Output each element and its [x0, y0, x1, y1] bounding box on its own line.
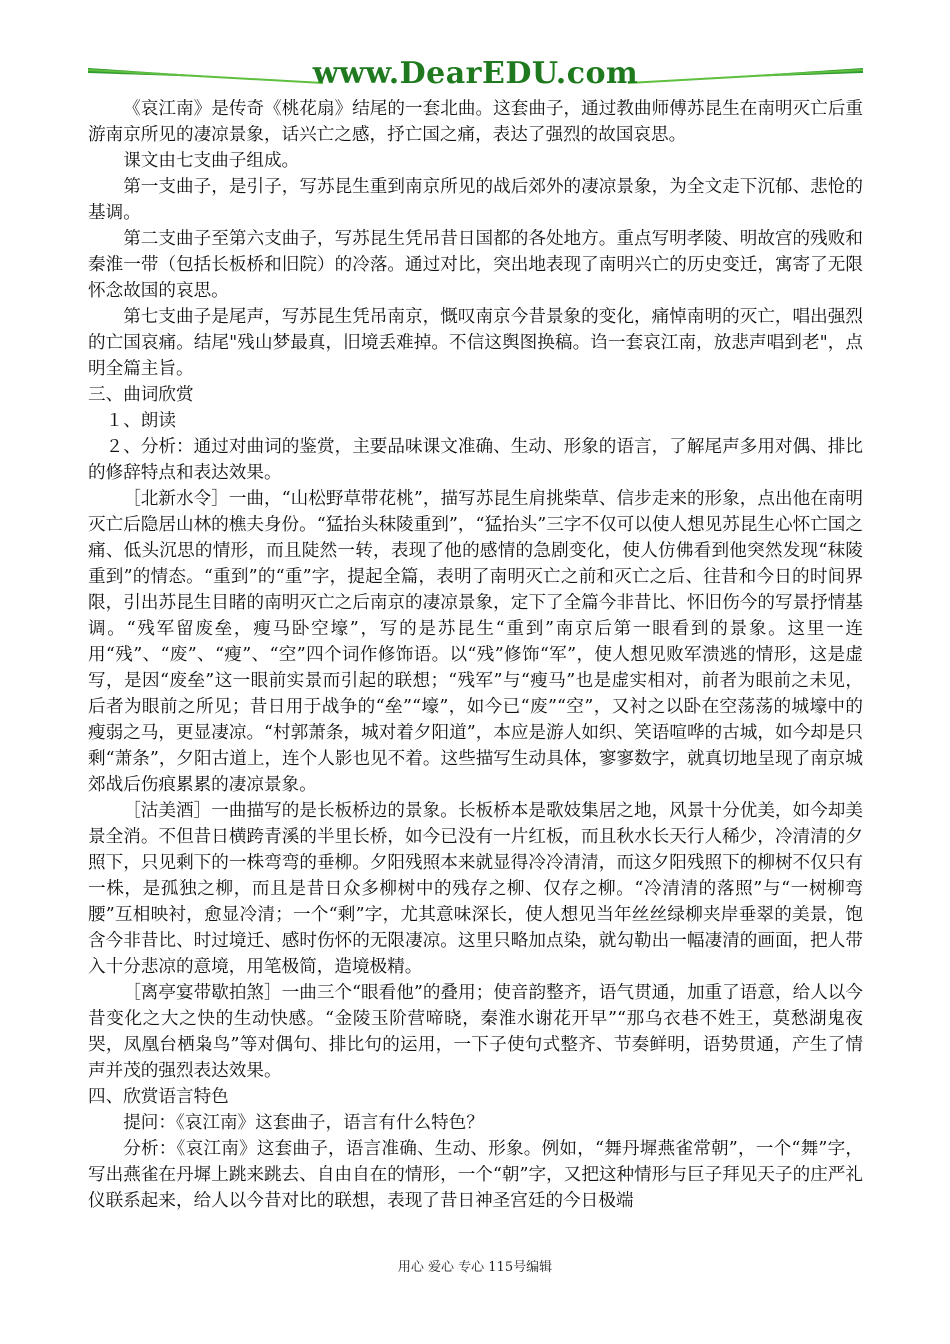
paragraph: 第二支曲子至第六支曲子，写苏昆生凭吊昔日国都的各处地方。重点写明孝陵、明故宫的残败和秦淮一带（包括长板桥和旧院）的冷落。通过对比，突出地表现了南明兴亡的历史变迁，寓寄了无限怀念故国的哀思。 — [88, 229, 863, 301]
paragraph: 课文由七支曲子组成。 — [123, 151, 300, 171]
paragraph: 提问：《哀江南》这套曲子，语言有什么特色？ — [123, 1113, 484, 1133]
paragraph: 第一支曲子，是引子，写苏昆生重到南京所见的战后郊外的凄凉景象，为全文走下沉郁、悲怆的基调。 — [88, 177, 863, 223]
section-heading: 三、曲词欣赏 — [88, 385, 194, 405]
paragraph: ［离亭宴带歇拍煞］一曲三个“眼看他”的叠用；使音韵整齐，语气贯通，加重了语意，给人以今昔变化之大之快的生动快感。“金陵玉阶营啼晓，秦淮水谢花开早”“那乌衣巷不姓王，莫愁湖鬼夜哭，凤凰台栖枭鸟”等对偶句、排比句的运用，一下子使句式整齐、节奏鲜明，语势贯通，产生了情声并茂的强烈表达效果。 — [88, 983, 863, 1081]
paragraph: 分析：《哀江南》这套曲子，语言准确、生动、形象。例如，“舞丹墀燕雀常朝”，一个“舞”字，写出燕雀在丹墀上跳来跳去、自由自在的情形，一个“朝”字，又把这种情形与巨子拜见天子的庄严礼仪联系起来，给人以今昔对比的联想，表现了昔日神圣宫廷的今日极端 — [88, 1139, 863, 1211]
article-body — [88, 96, 863, 1214]
paragraph: ［北新水令］一曲，“山松野草带花桃”，描写苏昆生肩挑柴草、信步走来的形象，点出他在南明灭亡后隐居山林的樵夫身份。“猛抬头秣陵重到”，“猛抬头”三字不仅可以使人想见苏昆生心怀亡国之痛、低头沉思的情形，而且陡然一转，表现了他的感情的急剧变化，使人仿佛看到他突然发现“秣陵重到”的情态。“重到”的“重”字，提起全篇，表明了南明灭亡之前和灭亡之后、往昔和今日的时间界限，引出苏昆生目睹的南明灭亡之后南京的凄凉景象，定下了全篇今非昔比、怀旧伤今的写景抒情基调。“残军留废垒，瘦马卧空壕”，写的是苏昆生“重到”南京后第一眼看到的景象。这里一连用“残”、“废”、“瘦”、“空”四个词作修饰语。以“残”修饰“军”，使人想见败军溃逃的情形，这是虚写，是因“废垒”这一眼前实景而引起的联想；“残军”与“瘦马”也是虚实相对，前者为眼前之未见，后者为眼前之所见；昔日用于战争的“垒”“壕”，如今已“废”“空”，又衬之以卧在空荡荡的城壕中的瘦弱之马，更显凄凉。“村郭萧条，城对着夕阳道”，本应是游人如织、笑语喧哗的古城，如今却是只剩“萧条”，夕阳古道上，连个人影也见不着。这些描写生动具体，寥寥数字，就真切地呈现了南京城郊战后伤痕累累的凄凉景象。 — [88, 489, 863, 795]
list-item: １、朗读 — [105, 411, 176, 431]
paragraph: 《哀江南》是传奇《桃花扇》结尾的一套北曲。这套曲子，通过教曲师傅苏昆生在南明灭亡后重游南京所见的凄凉景象，话兴亡之感，抒亡国之痛，表达了强烈的故国哀思。 — [88, 99, 863, 145]
paragraph: 第七支曲子是尾声，写苏昆生凭吊南京，慨叹南京今昔景象的变化，痛悼南明的灭亡，唱出强烈的亡国哀痛。结尾"残山梦最真，旧境丢难掉。不信这舆图换稿。诌一套哀江南，放悲声唱到老"，点明全篇主旨。 — [88, 307, 863, 379]
site-logo-text: www.DearEDU.com — [312, 56, 639, 91]
section-heading: 四、欣赏语言特色 — [88, 1087, 229, 1107]
list-item: ２、分析：通过对曲词的鉴赏，主要品味课文准确、生动、形象的语言，了解尾声多用对偶、排比的修辞特点和表达效果。 — [88, 437, 863, 483]
site-header-banner — [88, 56, 863, 92]
page-footer: 用心 爱心 专心 115号编辑 — [397, 1260, 553, 1275]
paragraph: ［沽美酒］一曲描写的是长板桥边的景象。长板桥本是歌妓集居之地，风景十分优美，如今却美景全消。不但昔日横跨青溪的半里长桥，如今已没有一片红板，而且秋水长天行人稀少，冷清清的夕照下，只见剩下的一株弯弯的垂柳。夕阳残照本来就显得冷冷清清，而这夕阳残照下的柳树不仅只有一株，是孤独之柳，而且是昔日众多柳树中的残存之柳、仅存之柳。“冷清清的落照”与“一树柳弯腰”互相映衬，愈显冷清；一个“剩”字，尤其意味深长，使人想见当年丝丝绿柳夹岸垂翠的美景，饱含今非昔比、时过境迁、感时伤怀的无限凄凉。这里只略加点染，就勾勒出一幅凄清的画面，把人带入十分悲凉的意境，用笔极简，造境极精。 — [88, 801, 863, 977]
